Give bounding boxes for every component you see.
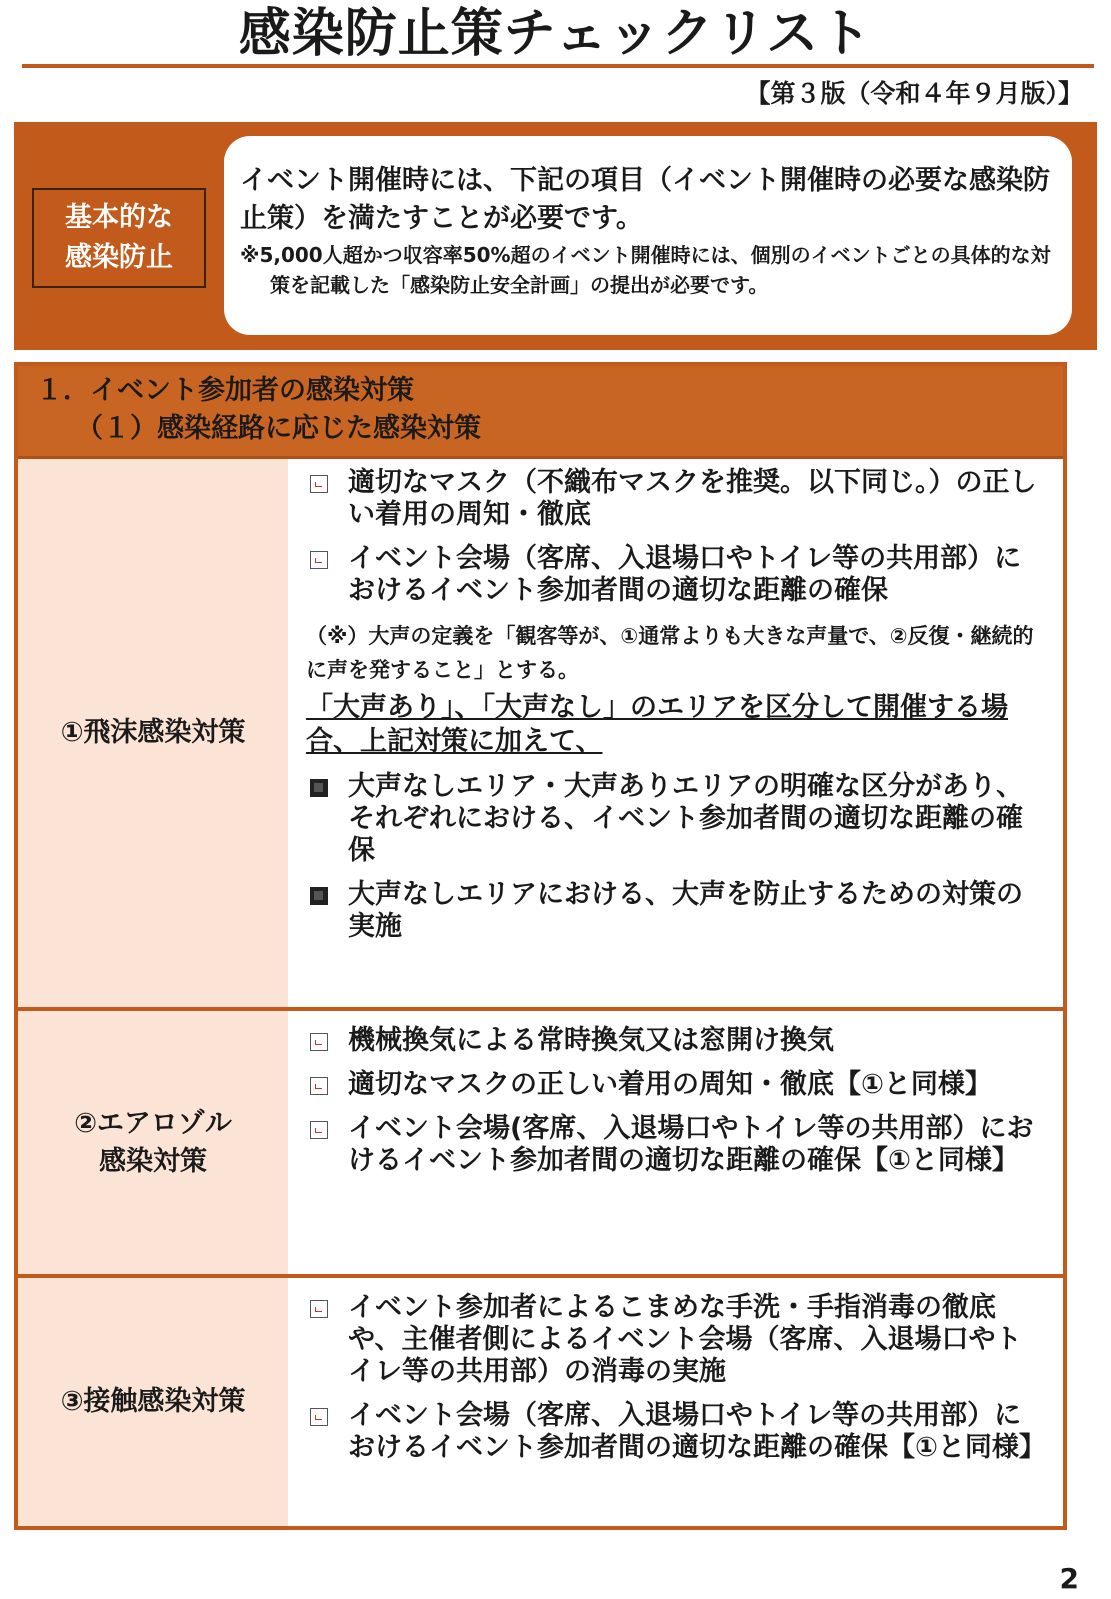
filled-square-icon [310, 779, 328, 797]
filled-square-icon [310, 887, 328, 905]
check-item [304, 543, 1045, 607]
check-item [304, 1400, 1045, 1464]
checkbox-icon[interactable] [310, 1408, 328, 1426]
loud-voice-condition: 「大声あり」、「大声なし」のエリアを区分して開催する場合、上記対策に加えて、 [306, 692, 1008, 757]
basic-label-line1: 基本的な [65, 202, 173, 233]
row-aerosol [18, 1011, 1063, 1274]
basic-prevention-label [32, 188, 206, 288]
section-title: １．イベント参加者の感染対策 [36, 375, 414, 406]
check-item [304, 1292, 1045, 1388]
basic-prevention-text-box [224, 136, 1072, 335]
title-divider [22, 64, 1094, 68]
checkbox-icon[interactable] [310, 1121, 328, 1139]
check-item [304, 879, 1045, 943]
category-aerosol-line2: 感染対策 [99, 1145, 207, 1177]
category-contact: ③接触感染対策 [18, 1278, 288, 1526]
page-title: 感染防止策チェックリスト [238, 4, 873, 64]
checkbox-icon[interactable] [310, 1077, 328, 1095]
row-droplet [18, 459, 1063, 1007]
edition-label: 【第３版（令和４年９月版）】 [745, 79, 1083, 108]
row-contact [18, 1278, 1063, 1526]
category-aerosol [18, 1011, 288, 1274]
items-aerosol [288, 1011, 1063, 1189]
loud-voice-note: （※）大声の定義を「観客等が、①通常よりも大きな声量で、②反復・継続的に声を発すること」とする。 [306, 624, 1034, 682]
check-item-text: イベント会場（客席、入退場口やトイレ等の共用部）におけるイベント参加者間の適切な距離の確保【①と同様】 [348, 1400, 1046, 1463]
items-contact [288, 1278, 1063, 1476]
checkbox-icon[interactable] [310, 1033, 328, 1051]
check-item [304, 1113, 1045, 1177]
check-item-text: 大声なしエリア・大声ありエリアの明確な区分があり、それぞれにおける、イベント参加者間の適切な距離の確保 [348, 771, 1023, 866]
check-item-text: 機械換気による常時換気又は窓開け換気 [348, 1025, 834, 1056]
check-item-text: イベント会場（客席、入退場口やトイレ等の共用部）におけるイベント参加者間の適切な距離の確保 [348, 543, 1022, 606]
check-item-text: イベント参加者によるこまめな手洗・手指消毒の徹底や、主催者側によるイベント会場（客席、入退場口やトイレ等の共用部）の消毒の実施 [348, 1292, 1022, 1387]
check-item [304, 771, 1045, 867]
check-item-text: 適切なマスク（不織布マスクを推奨。以下同じ。）の正しい着用の周知・徹底 [348, 467, 1037, 530]
basic-prevention-panel [14, 122, 1097, 350]
checkbox-icon[interactable] [310, 475, 328, 493]
checkbox-icon[interactable] [310, 551, 328, 569]
check-item [304, 1025, 1045, 1057]
items-droplet [288, 459, 1063, 955]
check-item [304, 1069, 1045, 1101]
checkbox-icon[interactable] [310, 1300, 328, 1318]
basic-note: ※5,000人超かつ収容率50%超のイベント開催時には、個別のイベントごとの具体的な対策を記載した「感染防止安全計画」の提出が必要です。 [240, 243, 1051, 297]
check-item [304, 467, 1045, 531]
section-heading [18, 366, 1063, 459]
check-item-text: 適切なマスクの正しい着用の周知・徹底【①と同様】 [348, 1069, 992, 1100]
checklist-table [14, 362, 1067, 1530]
category-aerosol-line1: ②エアロゾル [74, 1107, 232, 1139]
basic-label-line2: 感染防止 [65, 242, 173, 273]
check-item-text: イベント会場(客席、入退場口やトイレ等の共用部）におけるイベント参加者間の適切な距離の確保【①と同様】 [348, 1113, 1034, 1176]
check-item-text: 大声なしエリアにおける、大声を防止するための対策の実施 [348, 879, 1023, 942]
category-droplet: ①飛沫感染対策 [18, 459, 288, 1007]
page-number: 2 [1059, 1562, 1079, 1595]
basic-main-text: イベント開催時には、下記の項目（イベント開催時の必要な感染防止策）を満たすことが必要です。 [240, 165, 1050, 234]
section-subtitle: （１）感染経路に応じた感染対策 [76, 413, 481, 444]
